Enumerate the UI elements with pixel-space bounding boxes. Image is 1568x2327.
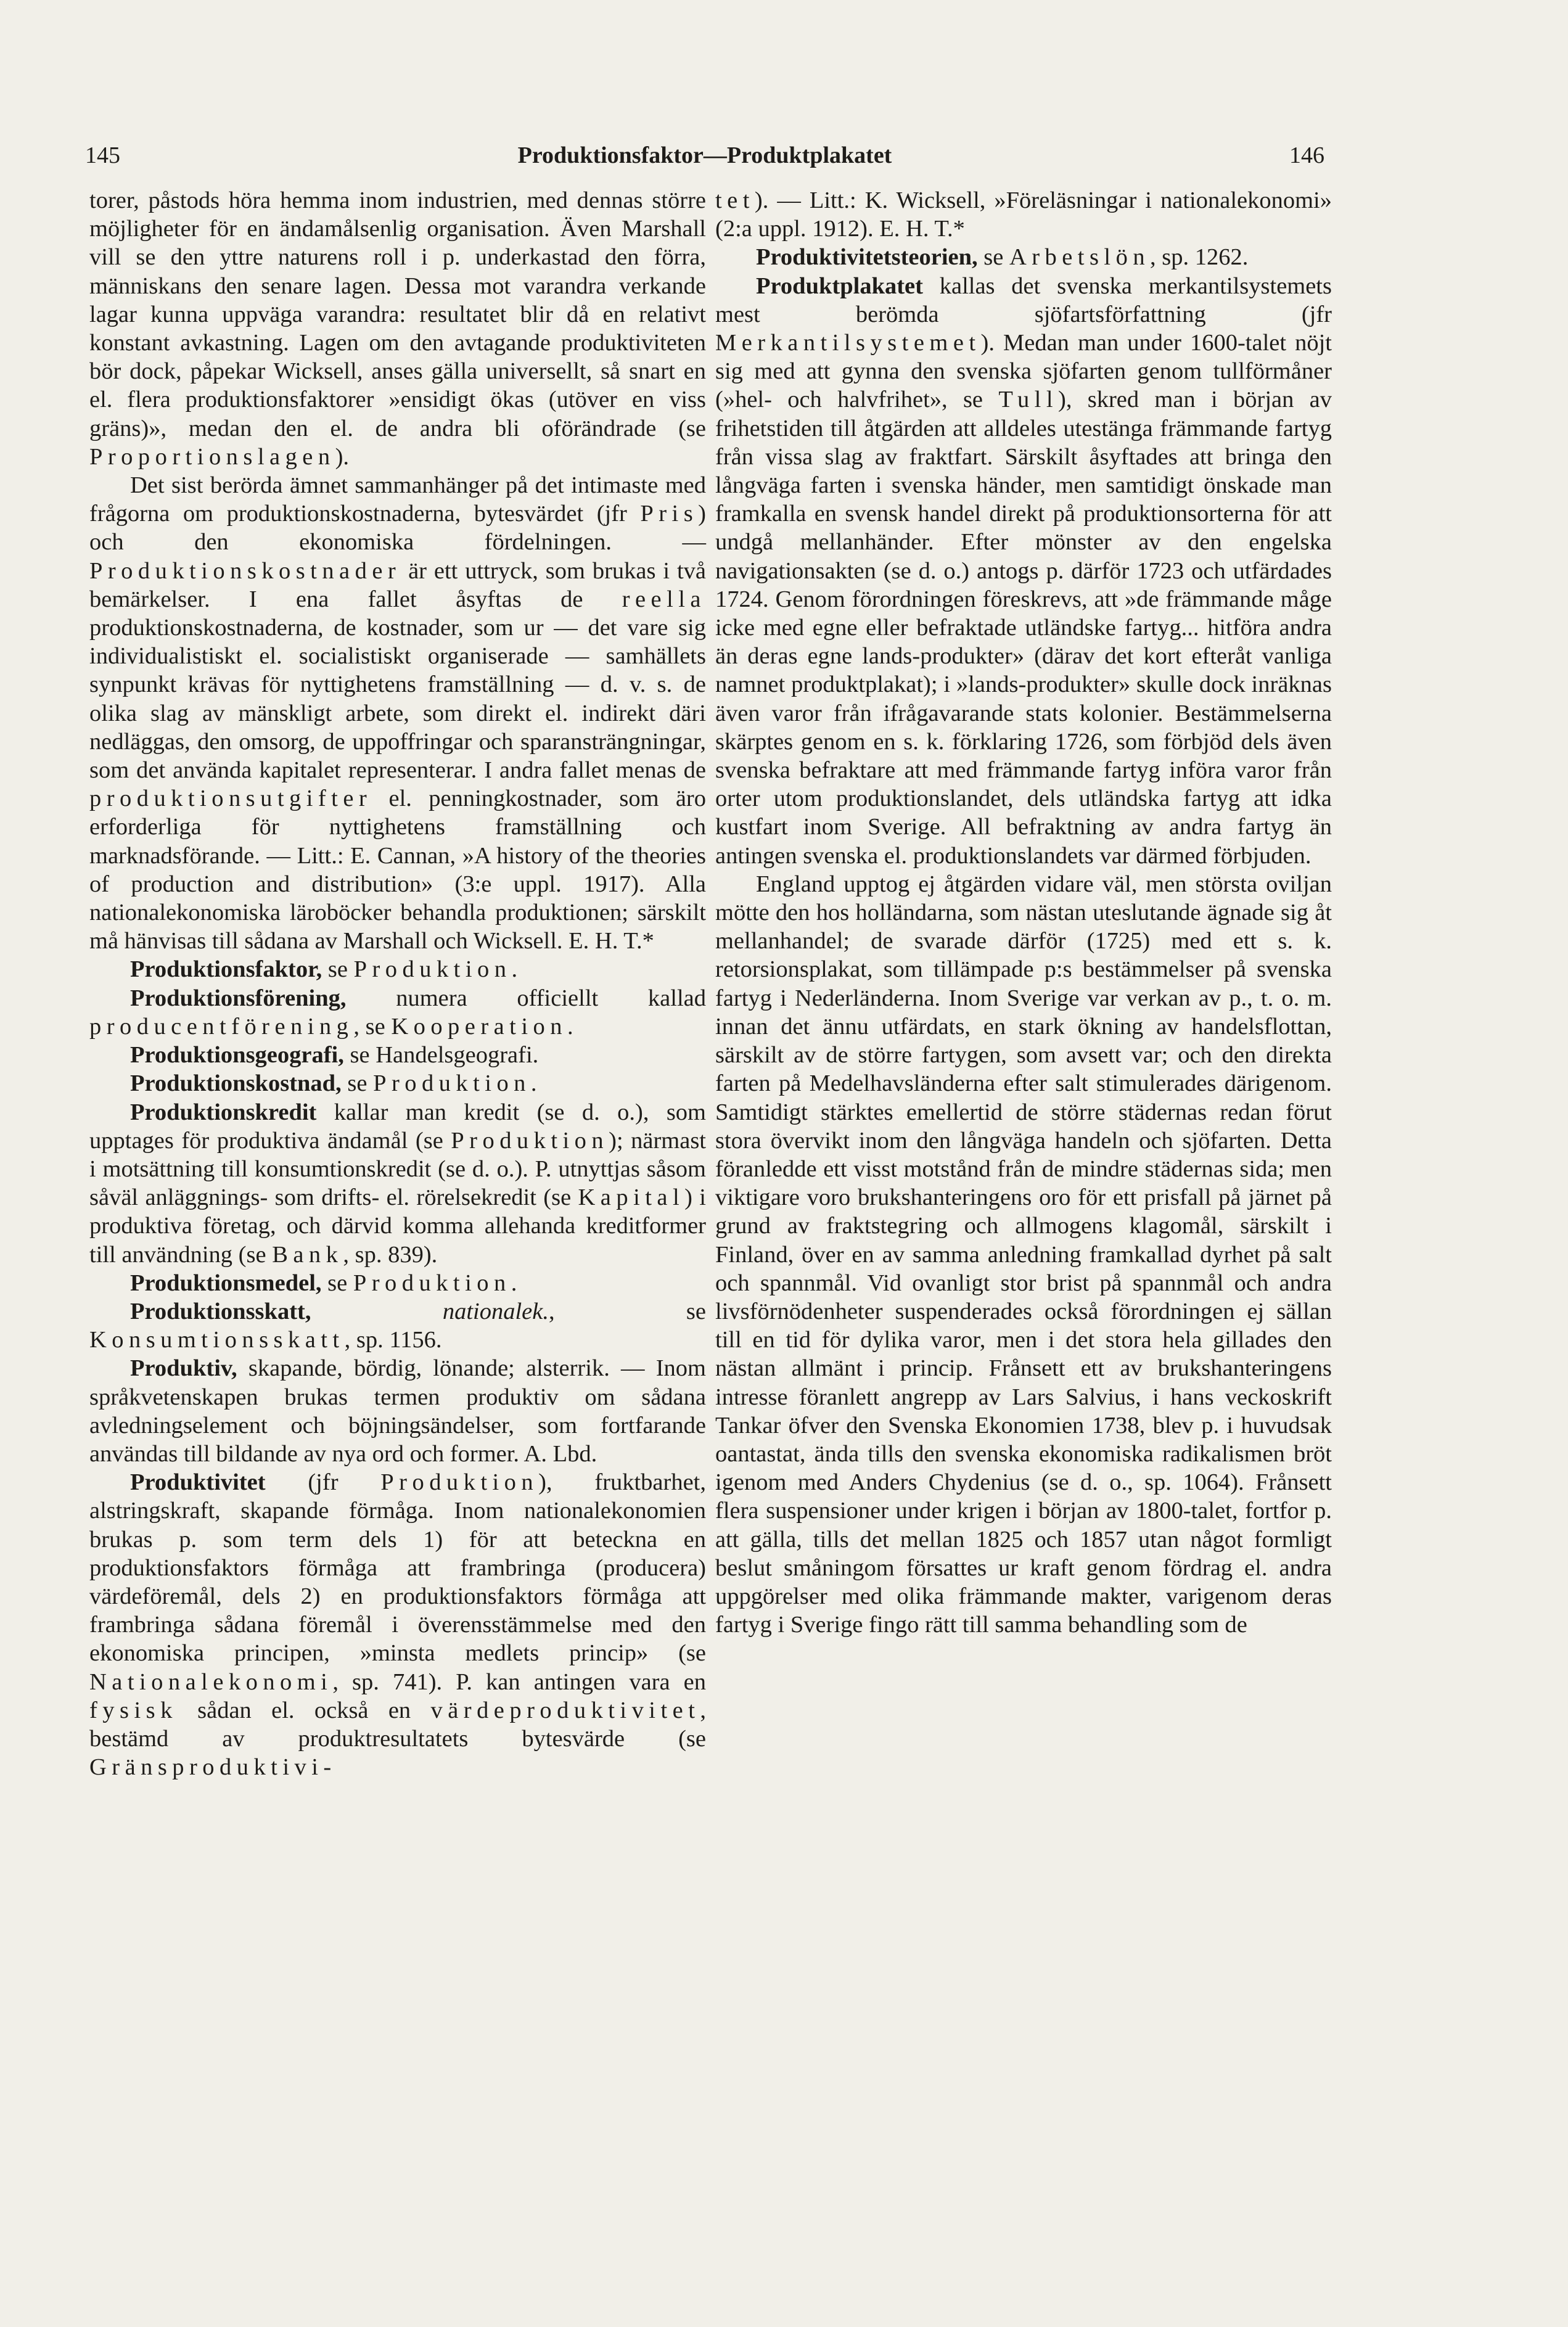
cross-reference[interactable]: Kapital [578, 1184, 685, 1211]
spaced-term: värdeproduktivitet [430, 1697, 700, 1723]
text-run: numera officiellt kallad [346, 985, 706, 1011]
subject-abbreviation: nationalek. [442, 1298, 549, 1324]
page-number-right: 146 [1289, 142, 1324, 168]
cross-reference[interactable]: tet [715, 187, 755, 213]
text-run: se [322, 956, 354, 983]
paragraph-production-law [89, 186, 706, 471]
text-run: ); närmast i motsättning till konsumtionskredit (se d. o.). P. utnyttjas såsom såväl anläggnings- som drifts- el. rörelsekredit (se [89, 1127, 707, 1211]
entry-headword: Produktivitetsteorien, [756, 244, 978, 271]
running-head: Produktionsfaktor—Produktplakatet [517, 142, 892, 168]
paragraph-production-costs [89, 471, 706, 955]
page-header [85, 137, 1324, 174]
text-run: . [532, 1042, 539, 1069]
entry-produktionskredit [89, 1098, 706, 1269]
text-run: , se [548, 1298, 707, 1324]
entry-produktivitet [89, 1468, 706, 1781]
cross-reference[interactable]: Bank [272, 1241, 343, 1268]
text-run: . [511, 956, 518, 983]
entry-produktionsmedel [89, 1269, 706, 1297]
text-run: , sp. 1156. [344, 1327, 442, 1353]
entry-produktionsforening [89, 984, 706, 1041]
entry-headword: Produktionsskatt, [130, 1298, 311, 1324]
entry-produktionsskatt [89, 1297, 706, 1354]
spaced-term: fysisk [89, 1697, 178, 1723]
text-run: se [321, 1270, 353, 1296]
entry-produktplakatet [715, 272, 1332, 870]
text-run: se [977, 244, 1009, 271]
text-run: se [341, 1070, 374, 1097]
paragraph-produktplakatet-effects [715, 870, 1332, 1639]
entry-produktionsgeografi [89, 1041, 706, 1069]
cross-reference[interactable]: Produktion [373, 1070, 531, 1097]
spaced-term: producentförening [89, 1013, 354, 1040]
entry-headword: Produktionsmedel, [130, 1270, 322, 1296]
text-run: är ett uttryck, som brukas i två bemärkelser. I ena fallet åsyftas de [89, 557, 706, 612]
left-column [89, 186, 706, 1781]
entry-headword: Produktionskredit [130, 1099, 317, 1125]
cross-reference[interactable]: Konsumtionsskatt [89, 1327, 345, 1353]
text-run: produktionskostnaderna, de kostnader, som ur — det vare sig individualistiskt el. socialistiskt organiserade — samhällets synpunkt krävas för nyttighetens framställning — d. v. s. de olika slag av mänskligt arbete, som direkt el. indirekt däri nedläggas, den omsorg, de uppoffringar och sparansträngningar, som det använda kapitalet representerar. I andra fallet menas de [89, 615, 706, 784]
text-run: , sp. 1262. [1150, 244, 1249, 271]
cross-reference[interactable]: Kooperation [391, 1013, 567, 1040]
text-run: ). — Litt.: K. Wicksell, »Föreläsningar i nationalekonomi» (2:a uppl. 1912). E. H. T.* [715, 187, 1332, 242]
text-run: ), fruktbarhet, alstringskraft, skapande förmåga. Inom nationalekonomien brukas p. som term dels 1) för att beteckna en produktionsfaktors förmåga att frambringa (producera) värdeföremål, dels 2) en produktionsfaktors förmåga att frambringa sådana föremål i överensstämmelse med den ekonomiska principen, »minsta medlets princip» (se [89, 1469, 706, 1667]
text-run: (jfr [265, 1469, 381, 1496]
text-run: , se [353, 1013, 392, 1040]
text-run: ). [335, 443, 350, 470]
entry-headword: Produktionsfaktor, [130, 956, 322, 983]
entry-headword: Produktivitet [130, 1469, 266, 1496]
text-run: kallar man kredit (se d. o.), som upptages för produktiva ändamål (se [89, 1099, 706, 1154]
cross-reference[interactable]: Proportionslagen [89, 443, 335, 470]
entry-headword: Produktionskostnad, [130, 1070, 342, 1097]
entry-produktivitetsteorien [715, 243, 1332, 271]
text-run: sådan el. också en [177, 1697, 431, 1723]
entry-headword: Produktplakatet [756, 273, 923, 299]
text-run: Det sist berörda ämnet sammanhänger på det intimaste med frågorna om produktionskostnaderna, bytesvärdet (jfr [89, 472, 706, 527]
cross-reference[interactable]: Gränsproduktivi- [89, 1754, 337, 1781]
spaced-term: Produktionskostnader [89, 557, 401, 584]
entry-produktionskostnad [89, 1069, 706, 1098]
text-run: ), skred man i början av frihetstiden till åtgärden att alldeles utestänga främmande fartyg från vissa slag av fraktfart. Särskilt åsyftades att bringa den långväga farten i svenska händer, men samtidigt önskade man framkalla en svensk handel direkt på produktionsorterna för att undgå mellanhänder. Efter mönster av den engelska navigationsakten (se d. o.) antogs p. därför 1723 och utfärdades 1724. Genom förordningen föreskrevs, att »de främmande måge icke med egne eller befraktade utländske fartyg... hitföra andra än deras egne lands-produkter» (därav det kort efteråt vanliga namnet produktplakat); i »lands-produkter» skulle dock inräknas även varor från ifrågavarande stats kolonier. Bestämmelserna skärptes genom en s. k. förklaring 1726, som förbjöd dels även svenska befraktare att med främmande fartyg införa varor från orter utom produktionslandet, dels utländska fartyg att idka kustfart inom Sverige. All befraktning av andra fartyg än antingen svenska el. produktionslandets var därmed förbjuden. [715, 387, 1332, 869]
text-run: . [511, 1270, 517, 1296]
cross-reference[interactable]: Pris [640, 501, 699, 527]
text-run: torer, påstods höra hemma inom industrien, med dennas större möjligheter för en ändamålsenlig organisation. Även Marshall vill se den yttre naturens roll i p. underkastad den förra, människans den senare lagen. Dessa mot varandra verkande lagar kunna uppväga varandra: resultatet blir då en relativt konstant avkastning. Lagen om den avtagande produktiviteten bör dock, påpekar Wicksell, anses gälla universellt, så snart en el. flera produktionsfaktorer »ensidigt ökas (utöver en viss gräns)», medan den el. de andra bli oförändrade (se [89, 187, 706, 441]
text-run: ) och den ekonomiska fördelningen. — [89, 501, 706, 556]
paragraph-produktivitet-continued [715, 186, 1332, 243]
text-run: el. penningkostnader, som äro erforderliga för nyttighetens framställning och marknadsförande. — Litt.: E. Cannan, »A history of the theories of production and distribution» (3:e uppl. 1917). Alla nationalekonomiska läroböcker behandla produktionen; särskilt må hänvisas till sådana av Marshall och Wicksell. E. H. T.* [89, 786, 706, 954]
text-run: , sp. 741). P. kan antingen vara en [332, 1668, 706, 1695]
entry-produktiv [89, 1354, 706, 1468]
entry-produktionsfaktor [89, 955, 706, 983]
cross-reference[interactable]: Produktion [451, 1127, 609, 1154]
text-run: . [567, 1013, 573, 1040]
text-run: ) i produktiva företag, och därvid komma allehanda kreditformer till användning (se [89, 1184, 706, 1268]
entry-headword: Produktiv, [130, 1355, 237, 1382]
text-run: skapande, bördig, lönande; alsterrik. — Inom språkvetenskapen brukas termen produktiv om sådana avledningselement och böjningsändelser, som fortfarande användas till bildande av nya ord och former. A. Lbd. [89, 1355, 706, 1467]
text-run: kallas det svenska merkantilsystemets mest berömda sjöfartsförfattning (jfr [715, 273, 1332, 327]
text-run: , bestämd av produktresultatets bytesvärde (se [89, 1697, 706, 1752]
cross-reference[interactable]: Handelsgeografi [376, 1042, 533, 1069]
text-run: England upptog ej åtgärden vidare väl, men största oviljan mötte den hos holländarna, som nästan uteslutande ägnade sig åt mellanhandel; de svarade därför (1725) med ett s. k. retorsionsplakat, som tillämpade p:s bestämmelser på svenska fartyg i Nederländerna. Inom Sverige var verkan av p., t. o. m. innan det ännu utfärdats, en stark ökning av handelsflottan, särskilt av de större fartygen, som avsett var; och den direkta farten på Medelhavsländerna efter salt stimulerades därigenom. Samtidigt stärktes emellertid de större städernas redan förut stora övervikt inom den långväga handeln och sjöfarten. Detta föranledde ett visst motstånd från de mindre städernas sida; men viktigare voro brukshanteringens oro för ett prisfall på järnet på grund av fraktstegring och allmogens klagomål, särskilt i Finland, över en av samma anledning framkallad dyrhet på salt och spannmål. Vid ovanligt stor brist på spannmål och andra livsförnödenheter suspenderades också förordningen ej sällan till en tid för dylika varor, men i det stora hela gillades den nästan allmänt i princip. Frånsett ett av brukshanteringens intresse föranlett angrepp av Lars Salvius, i hans veckoskrift Tankar öfver den Svenska Ekonomien 1738, blev p. i huvudsak oantastat, ända tills den svenska ekonomiska radikalismen bröt igenom med Anders Chydenius (se d. o., sp. 1064). Frånsett flera suspensioner under krigen i början av 1800-talet, fortfor p. att gälla, tills det mellan 1825 och 1857 utan något formligt beslut småningom försattes ur kraft genom fördrag el. andra uppgörelser med olika främmande makter, varigenom deras fartyg i Sverige fingo rätt till samma behandling som de [715, 871, 1332, 1638]
spaced-term: reella [622, 586, 706, 612]
entry-headword: Produktionsförening, [130, 985, 347, 1011]
text-run: , sp. 839). [343, 1241, 438, 1268]
right-column [715, 186, 1332, 1639]
text-run: . [530, 1070, 537, 1097]
cross-reference[interactable]: Produktion [353, 1270, 511, 1296]
cross-reference[interactable]: Nationalekonomi [89, 1668, 333, 1695]
cross-reference[interactable]: Arbetslön [1009, 244, 1151, 271]
cross-reference[interactable]: Merkantilsystemet [715, 330, 981, 356]
text-run: ). Medan man under 1600-talet nöjt sig med att gynna den svenska sjöfarten genom tullförmåner (»hel- och halvfrihet», se [715, 330, 1332, 413]
entry-headword: Produktionsgeografi, [130, 1042, 344, 1069]
cross-reference[interactable]: Produktion [380, 1469, 539, 1496]
cross-reference[interactable]: Tull [998, 387, 1058, 413]
text-run: se [343, 1042, 376, 1069]
spaced-term: produktionsutgifter [89, 786, 372, 812]
page-number-left: 145 [85, 142, 120, 168]
cross-reference[interactable]: Produktion [353, 956, 512, 983]
